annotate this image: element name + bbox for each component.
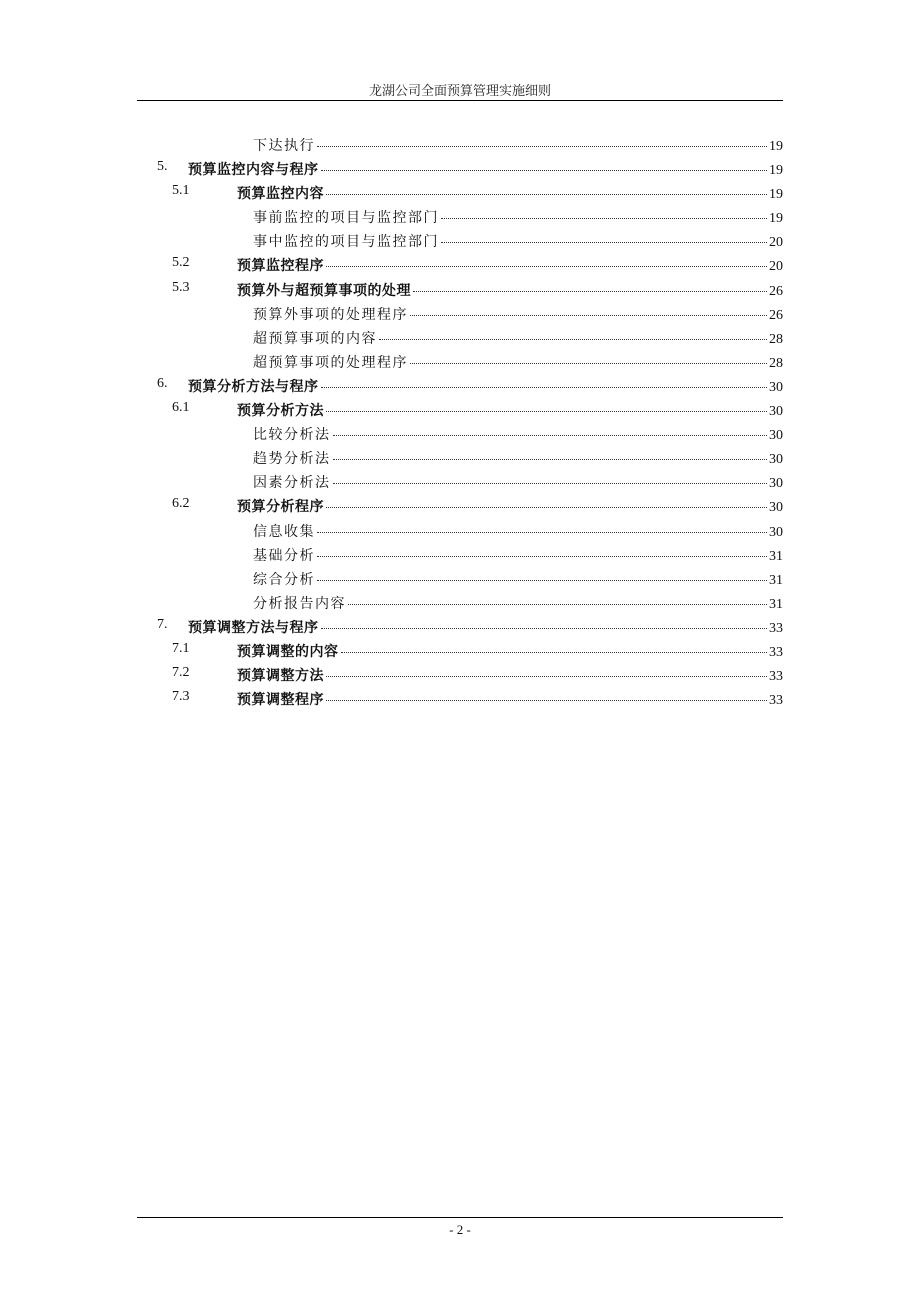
toc-entry-page: 20 xyxy=(769,235,783,251)
toc-entry[interactable] xyxy=(0,325,920,349)
toc-dot-leader xyxy=(317,532,767,533)
toc-entry[interactable] xyxy=(0,156,920,180)
toc-entry-page: 20 xyxy=(769,259,783,275)
toc-dot-leader xyxy=(379,339,767,340)
page-number: - 2 - xyxy=(449,1222,471,1237)
toc-entry[interactable] xyxy=(0,204,920,228)
toc-entry-page: 30 xyxy=(769,524,783,540)
toc-entry-title: 因素分析法 xyxy=(253,475,331,492)
toc-entry-page: 33 xyxy=(769,620,783,636)
toc-entry-page: 19 xyxy=(769,139,783,154)
toc-entry-page: 30 xyxy=(769,428,783,444)
toc-dot-leader xyxy=(326,507,767,508)
page-header-title: 龙湖公司全面预算管理实施细则 xyxy=(368,84,551,99)
toc-entry-page: 19 xyxy=(769,211,783,227)
toc-entry[interactable] xyxy=(0,686,920,710)
toc-entry-title: 预算分析程序 xyxy=(237,499,324,516)
toc-entry-page: 30 xyxy=(769,452,783,468)
toc-dot-leader xyxy=(441,242,767,243)
toc-entry-title: 事中监控的项目与监控部门 xyxy=(253,234,439,251)
toc-dot-leader xyxy=(317,580,767,581)
toc-entry-number: 5.1 xyxy=(172,183,190,199)
toc-entry-title: 基础分析 xyxy=(253,547,315,564)
toc-entry[interactable] xyxy=(0,421,920,445)
toc-entry-page: 31 xyxy=(769,548,783,564)
toc-dot-leader xyxy=(321,628,768,629)
toc-entry-title: 预算外事项的处理程序 xyxy=(253,306,408,323)
toc-entry-page: 19 xyxy=(769,163,783,179)
toc-entry-page: 26 xyxy=(769,283,783,299)
toc-entry-number: 7.1 xyxy=(172,640,190,656)
toc-entry[interactable] xyxy=(0,445,920,469)
header-divider xyxy=(137,100,783,101)
toc-entry-title: 综合分析 xyxy=(253,571,315,588)
toc-entry-number: 6.1 xyxy=(172,400,190,416)
toc-entry-page: 30 xyxy=(769,500,783,516)
toc-entry-title: 比较分析法 xyxy=(253,427,331,444)
toc-entry[interactable] xyxy=(0,662,920,686)
toc-entry-title: 预算调整方法 xyxy=(237,668,324,685)
toc-entry-title: 预算调整的内容 xyxy=(237,643,339,660)
toc-entry-title: 超预算事项的处理程序 xyxy=(253,354,408,371)
toc-dot-leader xyxy=(333,459,768,460)
toc-entry[interactable] xyxy=(0,469,920,493)
toc-entry-number: 6.2 xyxy=(172,496,190,512)
toc-entry-title: 预算外与超预算事项的处理 xyxy=(237,282,411,299)
toc-dot-leader xyxy=(317,146,767,147)
toc-entry-number: 7.3 xyxy=(172,689,190,705)
toc-dot-leader xyxy=(333,435,768,436)
toc-entry-title: 预算监控内容 xyxy=(237,186,324,203)
toc-entry[interactable] xyxy=(0,228,920,252)
toc-entry[interactable] xyxy=(0,301,920,325)
toc-entry-title: 超预算事项的内容 xyxy=(253,330,377,347)
toc-entry-page: 30 xyxy=(769,476,783,492)
toc-entry[interactable] xyxy=(0,180,920,204)
toc-dot-leader xyxy=(321,387,768,388)
toc-entry-number: 5. xyxy=(157,159,168,175)
toc-entry-page: 30 xyxy=(769,404,783,420)
toc-dot-leader xyxy=(333,483,768,484)
toc-entry-page: 28 xyxy=(769,331,783,347)
toc-entry-title: 预算监控程序 xyxy=(237,258,324,275)
toc-dot-leader xyxy=(326,676,767,677)
toc-entry-title: 分析报告内容 xyxy=(253,595,346,612)
toc-entry-number: 5.2 xyxy=(172,255,190,271)
toc-dot-leader xyxy=(317,556,767,557)
toc-dot-leader xyxy=(326,266,767,267)
toc-entry-page: 19 xyxy=(769,187,783,203)
toc-dot-leader xyxy=(321,170,768,171)
toc-entry[interactable] xyxy=(0,590,920,614)
toc-entry-title: 趋势分析法 xyxy=(253,451,331,468)
toc-dot-leader xyxy=(341,652,768,653)
toc-entry-title: 预算调整方法与程序 xyxy=(188,619,319,636)
toc-entry[interactable] xyxy=(0,614,920,638)
footer-divider xyxy=(137,1217,783,1218)
toc-entry[interactable] xyxy=(0,252,920,276)
toc-entry[interactable] xyxy=(0,518,920,542)
toc-entry[interactable] xyxy=(0,638,920,662)
toc-entry-page: 30 xyxy=(769,379,783,395)
toc-dot-leader xyxy=(441,218,767,219)
toc-entry-page: 28 xyxy=(769,355,783,371)
toc-entry-title: 下达执行 xyxy=(253,138,315,154)
toc-entry[interactable] xyxy=(0,397,920,421)
toc-entry-number: 7.2 xyxy=(172,665,190,681)
toc-entry-title: 预算分析方法 xyxy=(237,403,324,420)
toc-entry-number: 7. xyxy=(157,616,168,632)
toc-entry[interactable] xyxy=(0,349,920,373)
toc-entry[interactable] xyxy=(0,132,920,156)
toc-entry-page: 33 xyxy=(769,693,783,709)
toc-entry-title: 事前监控的项目与监控部门 xyxy=(253,210,439,227)
toc-dot-leader xyxy=(413,291,767,292)
toc-entry-page: 31 xyxy=(769,596,783,612)
toc-dot-leader xyxy=(326,194,767,195)
toc-entry[interactable] xyxy=(0,373,920,397)
toc-entry[interactable] xyxy=(0,542,920,566)
toc-entry-page: 33 xyxy=(769,669,783,685)
toc-entry-title: 预算分析方法与程序 xyxy=(188,378,319,395)
toc-entry[interactable] xyxy=(0,566,920,590)
toc-entry-page: 26 xyxy=(769,307,783,323)
toc-entry-page: 33 xyxy=(769,644,783,660)
toc-entry-number: 5.3 xyxy=(172,279,190,295)
toc-dot-leader xyxy=(348,604,767,605)
toc-dot-leader xyxy=(410,363,767,364)
toc-entry-title: 信息收集 xyxy=(253,523,315,540)
toc-entry-title: 预算监控内容与程序 xyxy=(188,162,319,179)
toc-entry[interactable] xyxy=(0,277,920,301)
toc-entry-title: 预算调整程序 xyxy=(237,692,324,709)
toc-dot-leader xyxy=(410,315,767,316)
toc-entry-number: 6. xyxy=(157,375,168,391)
table-of-contents xyxy=(0,132,920,710)
toc-dot-leader xyxy=(326,411,767,412)
toc-entry-page: 31 xyxy=(769,572,783,588)
toc-entry[interactable] xyxy=(0,493,920,517)
toc-dot-leader xyxy=(326,700,767,701)
